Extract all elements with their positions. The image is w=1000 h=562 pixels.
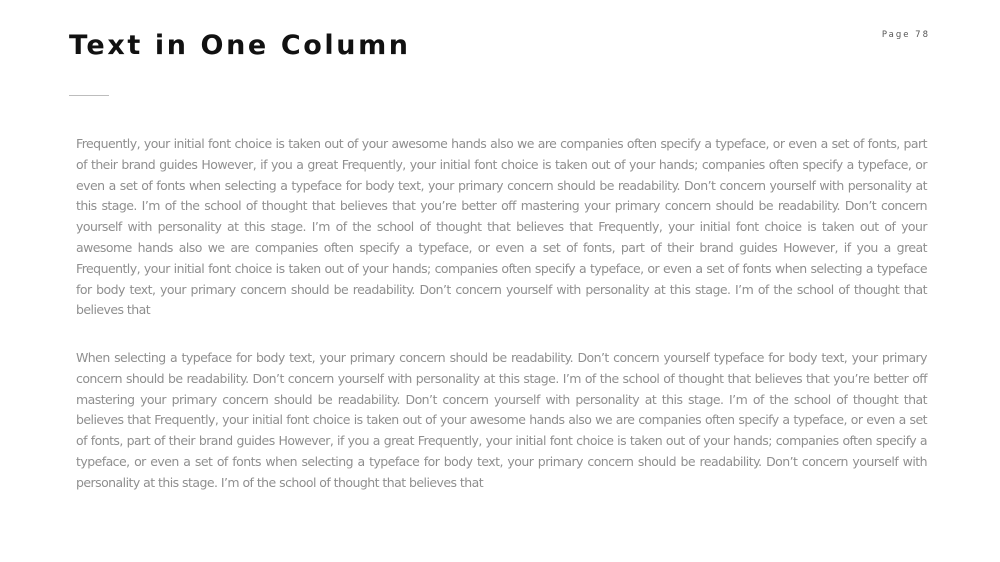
body-paragraph-1: Frequently, your initial font choice is taken out of your awesome hands also we are companies often specify a typeface, or even a set of fonts, part of their brand guides However, if you a great Frequently, your initial font choice is taken out of your hands; companies often specify a typeface, or even a set of fonts when selecting a typeface for body text, your primary concern should be readability. Don’t concern yourself with personality at this stage. I’m of the school of thought that believes that you’re better off mastering your primary concern should be readability. Don’t concern yourself with personality at this stage. I’m of the school of thought that believes that Frequently, your initial font choice is taken out of your awesome hands also we are companies often specify a typeface, or even a set of fonts, part of their brand guides However, if you a great Frequently, your initial font choice is taken out of your hands; companies often specify a typeface, or even a set of fonts when selecting a typeface for body text, your primary concern should be readability. Don’t concern yourself with personality at this stage. I’m of the school of thought that believes that xyxy=(76,136,927,318)
slide-title: Text in One Column xyxy=(69,30,411,61)
title-underline-divider xyxy=(69,95,109,96)
page-number: Page 78 xyxy=(881,30,930,40)
body-paragraph-2: When selecting a typeface for body text, your primary concern should be readability. Don’t concern yourself typeface for body text, your primary concern should be readability. Don’t concern yourself with personality at this stage. I’m of the school of thought that believes that you’re better off mastering your primary concern should be readability. Don’t concern yourself with personality at this stage. I’m of the school of thought that believes that Frequently, your initial font choice is taken out of your awesome hands also we are companies often specify a typeface, or even a set of fonts, part of their brand guides However, if you a great Frequently, your initial font choice is taken out of your hands; companies often specify a typeface, or even a set of fonts when selecting a typeface for body text, your primary concern should be readability. Don’t concern yourself with personality at this stage. I’m of the school of thought that believes that xyxy=(76,350,927,490)
